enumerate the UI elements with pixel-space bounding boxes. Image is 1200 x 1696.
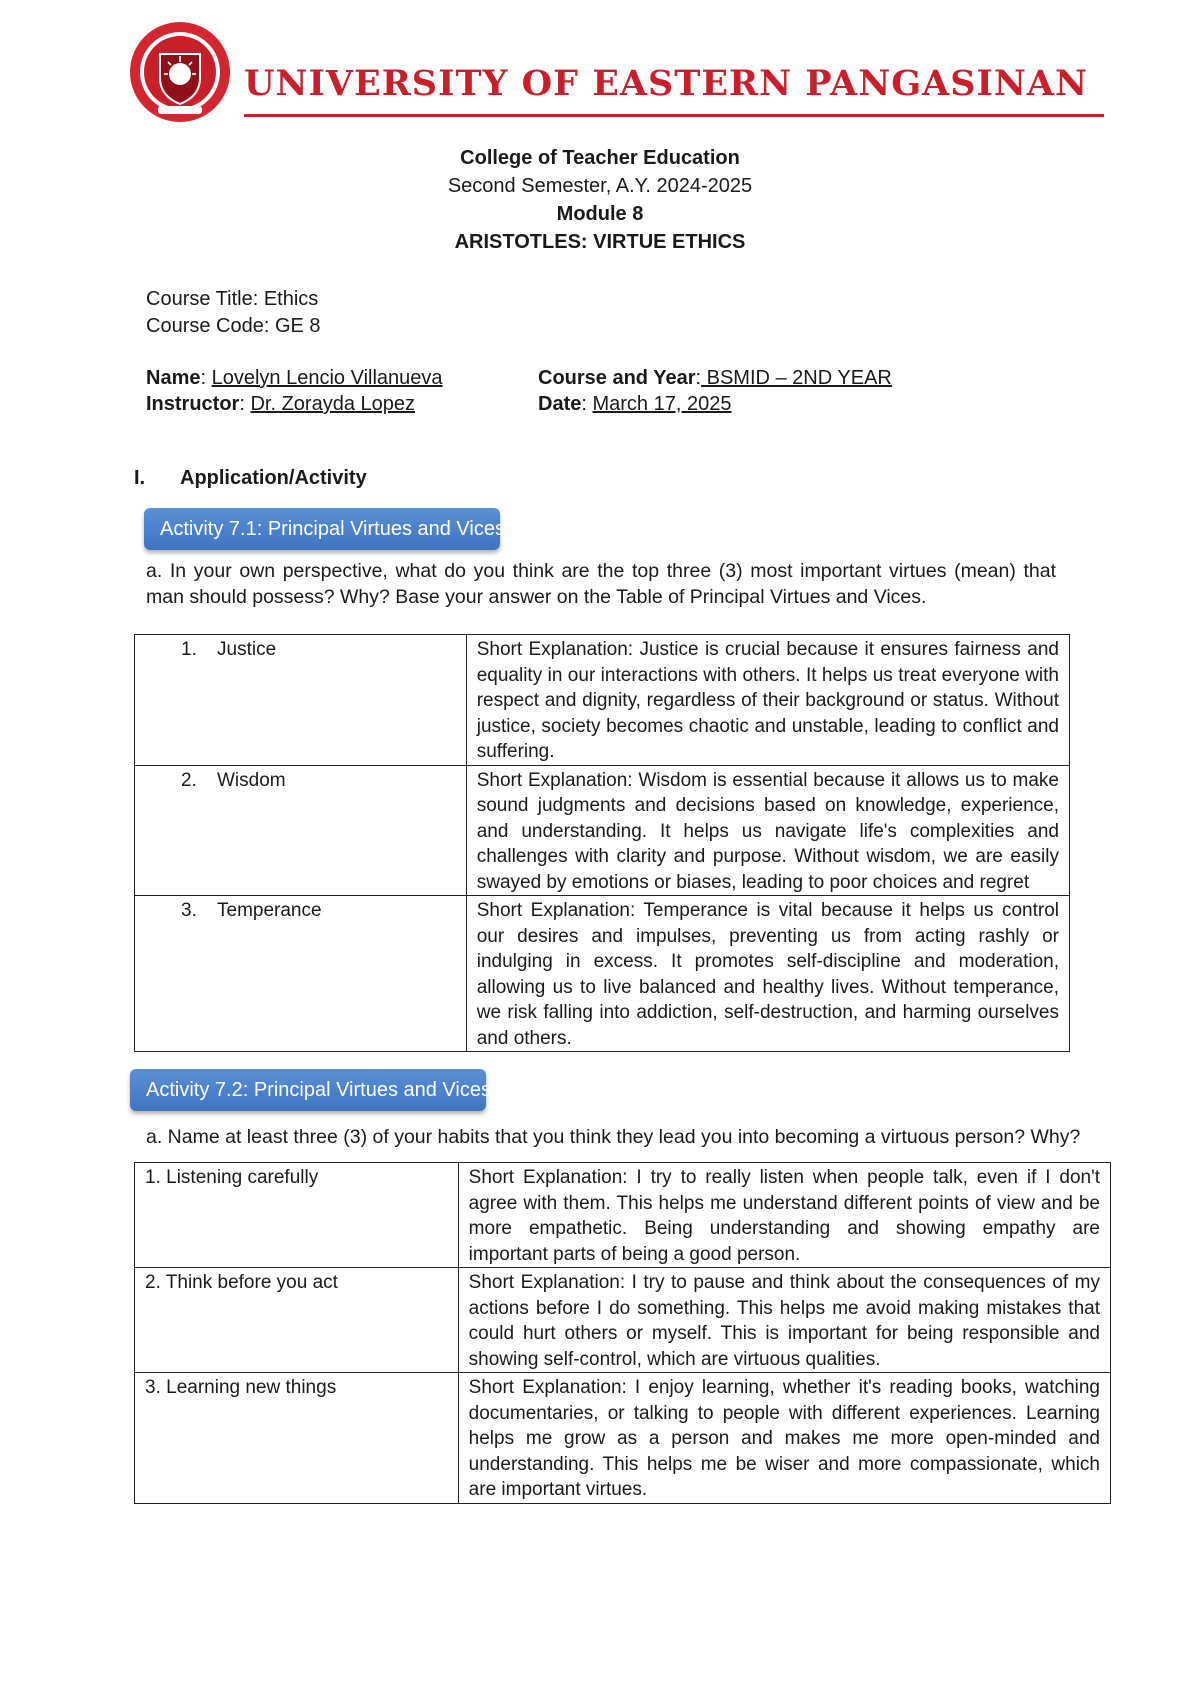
virtue-name: Justice bbox=[217, 639, 277, 660]
section-heading bbox=[134, 467, 367, 490]
habit-cell: 2. Think before you act bbox=[135, 1268, 459, 1373]
virtue-name: Temperance bbox=[217, 900, 322, 921]
course-code-line: Course Code: GE 8 bbox=[146, 315, 321, 337]
activity-1-label: Activity 7.1: Principal Virtues and Vices bbox=[144, 508, 500, 550]
semester-line: Second Semester, A.Y. 2024-2025 bbox=[447, 175, 753, 197]
virtue-number: 2. bbox=[181, 769, 197, 791]
explanation-cell: Short Explanation: I try to pause and think about the consequences of my actions before I do something. This helps me avoid making mistakes that could hurt others or myself. This is important for being responsible and showing self-control, which are virtuous qualities. bbox=[458, 1268, 1110, 1373]
name-field: Name: Lovelyn Lencio Villanueva bbox=[146, 367, 443, 389]
topic-title: ARISTOTLES: VIRTUE ETHICS bbox=[454, 231, 746, 253]
virtue-cell bbox=[135, 635, 467, 766]
university-banner bbox=[128, 20, 1103, 120]
name-label: Name bbox=[146, 367, 201, 389]
table-row bbox=[135, 1163, 1111, 1268]
activity-2-label: Activity 7.2: Principal Virtues and Vices bbox=[130, 1069, 486, 1111]
virtue-cell bbox=[135, 765, 467, 896]
instructor-value: Dr. Zorayda Lopez bbox=[250, 393, 415, 415]
instructor-label: Instructor bbox=[146, 393, 240, 415]
table-row bbox=[135, 765, 1070, 896]
explanation-cell: Short Explanation: Justice is crucial because it ensures fairness and equality in our interactions with others. It helps us treat everyone with respect and dignity, regardless of their background or status. Without justice, society becomes chaotic and unstable, leading to conflict and suffering. bbox=[466, 635, 1069, 766]
name-value: Lovelyn Lencio Villanueva bbox=[211, 367, 443, 389]
table-row bbox=[135, 896, 1070, 1052]
virtue-number: 3. bbox=[181, 900, 197, 921]
habit-cell: 3. Learning new things bbox=[135, 1373, 459, 1504]
table-row bbox=[135, 1373, 1111, 1504]
explanation-cell: Short Explanation: Temperance is vital because it helps us control our desires and impulses, preventing us from acting rashly or indulging in excess. It promotes self-discipline and moderation, allowing us to live balanced and healthy lives. Without temperance, we risk falling into addiction, self-destruction, and harming ourselves and others. bbox=[466, 896, 1069, 1052]
section-title: Application/Activity bbox=[180, 467, 367, 489]
explanation-cell: Short Explanation: I try to really listen when people talk, even if I don't agree with them. This helps me understand different points of view and be more empathetic. Being understanding and showing empathy are important parts of being a good person. bbox=[458, 1163, 1110, 1268]
date-field: Date: March 17, 2025 bbox=[538, 393, 732, 415]
banner-rule bbox=[244, 114, 1104, 117]
explanation-cell: Short Explanation: I enjoy learning, whether it's reading books, watching documentaries, or talking to people with different experiences. Learning helps me grow as a person and makes me more open-minded and understanding. This helps me be wiser and more compassionate, which are important virtues. bbox=[458, 1373, 1110, 1504]
virtue-name: Wisdom bbox=[217, 769, 286, 791]
habits-table bbox=[134, 1162, 1111, 1504]
activity-2-prompt: a. Name at least three (3) of your habits that you think they lead you into becoming a virtuous person? Why? bbox=[146, 1126, 1081, 1148]
virtue-cell bbox=[135, 896, 467, 1052]
date-value: March 17, 2025 bbox=[592, 393, 732, 415]
date-label: Date bbox=[538, 393, 582, 415]
course-year-value: BSMID – 2ND YEAR bbox=[701, 367, 892, 389]
virtues-table bbox=[134, 634, 1070, 1052]
module-title: Module 8 bbox=[556, 203, 644, 225]
habit-cell: 1. Listening carefully bbox=[135, 1163, 459, 1268]
course-year-label: Course and Year bbox=[538, 367, 696, 389]
section-number: I. bbox=[134, 467, 146, 489]
course-year-field: Course and Year: BSMID – 2ND YEAR bbox=[538, 367, 892, 389]
instructor-field: Instructor: Dr. Zorayda Lopez bbox=[146, 393, 415, 415]
explanation-cell: Short Explanation: Wisdom is essential because it allows us to make sound judgments and decisions based on knowledge, experience, and understanding. It helps us navigate life's complexities and challenges with clarity and purpose. Without wisdom, we are easily swayed by emotions or biases, leading to poor choices and regret bbox=[466, 765, 1069, 896]
table-row bbox=[135, 1268, 1111, 1373]
course-title-line: Course Title: Ethics bbox=[146, 288, 319, 310]
college-title: College of Teacher Education bbox=[460, 147, 740, 169]
university-name: UNIVERSITY OF EASTERN PANGASINAN bbox=[244, 63, 1089, 104]
table-row bbox=[135, 635, 1070, 766]
activity-1-prompt: a. In your own perspective, what do you think are the top three (3) most important virtues (mean) that man should possess? Why? Base your answer on the Table of Principal Virtues and Vices. bbox=[146, 560, 1056, 608]
virtue-number: 1. bbox=[181, 639, 197, 660]
university-seal-icon bbox=[128, 20, 232, 124]
